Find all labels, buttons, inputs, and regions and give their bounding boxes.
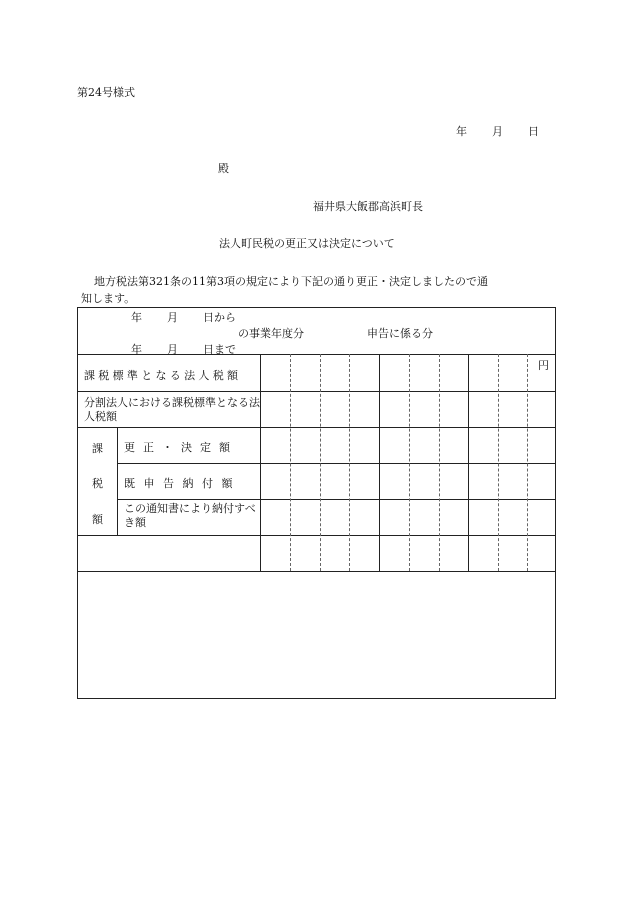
sender: 福井県大飯郡高浜町長: [313, 200, 423, 213]
document-title: 法人町民税の更正又は決定について: [219, 237, 395, 250]
addressee-suffix: 殿: [218, 162, 229, 175]
to-year: 年: [131, 343, 142, 356]
form-number: 第24号様式: [77, 86, 135, 99]
from-day: 日から: [203, 311, 236, 324]
already-paid-label: 既申告納付額: [124, 477, 241, 490]
group-label-3: 額: [92, 513, 103, 526]
to-pay-label: この通知書により納付すべき額: [124, 502, 256, 529]
from-year: 年: [131, 311, 142, 324]
tax-table: [77, 307, 556, 699]
group-label-2: 税: [92, 477, 103, 490]
body-text-line2: 知します。: [81, 292, 136, 305]
to-day: 日まで: [203, 343, 236, 356]
date-day: 日: [528, 125, 539, 138]
correction-label: 更正・決定額: [124, 441, 238, 454]
date-year: 年: [456, 125, 467, 138]
split-corp-label: 分割法人における課税標準となる法人税額: [84, 396, 260, 423]
date-month: 月: [492, 125, 503, 138]
declaration: 申告に係る分: [367, 327, 433, 340]
taxable-base-label: 課税標準となる法人税額: [84, 369, 242, 382]
from-month: 月: [167, 311, 178, 324]
to-month: 月: [167, 343, 178, 356]
yen-unit: 円: [538, 359, 549, 372]
group-label-1: 課: [92, 442, 103, 455]
business-year: の事業年度分: [238, 327, 304, 340]
body-text-line1: 地方税法第321条の11第3項の規定により下記の通り更正・決定しましたので通: [94, 275, 488, 288]
